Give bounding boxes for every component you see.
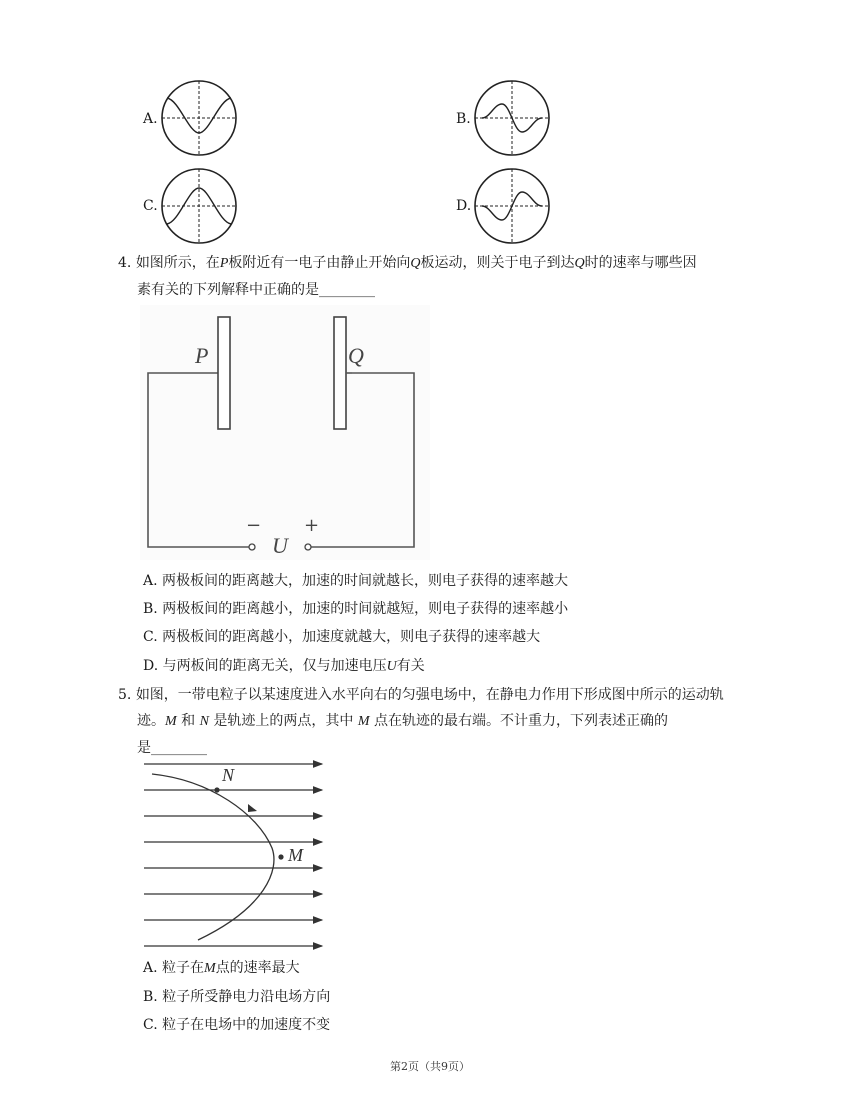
question-5-option-b[interactable]: B. 粒子所受静电力沿电场方向: [143, 989, 331, 1005]
voltage-label: U: [272, 533, 288, 558]
question-4-number: 4.: [118, 255, 132, 271]
question-4-line1: 4. 如图所示，在P板附近有一电子由静止开始向Q板运动，则关于电子到达Q时的速率与哪些因: [118, 255, 697, 271]
plate-q-label: Q: [348, 343, 364, 368]
question-4-option-a[interactable]: A. 两极板间的距离越大，加速的时间就越长，则电子获得的速率越大: [143, 573, 569, 589]
question-5-line1: 5. 如图，一带电粒子以某速度进入水平向右的匀强电场中，在静电力作用下形成图中所示的运动轨: [118, 687, 724, 703]
var-u: U: [386, 659, 397, 674]
scope-c-figure: [159, 166, 239, 246]
question-5-number: 5.: [118, 687, 132, 703]
question-4-stem: [118, 250, 758, 303]
option-c-label: C.: [143, 198, 158, 214]
capacitor-circuit-figure: [140, 305, 430, 560]
var-n: N: [199, 714, 209, 729]
var-m: M: [357, 714, 370, 729]
minus-sign: −: [246, 515, 262, 536]
option-d-label: D.: [456, 198, 472, 214]
scope-a-figure: [159, 78, 239, 158]
question-4-option-c[interactable]: C. 两极板间的距离越小，加速度就越大，则电子获得的速率越大: [143, 629, 541, 645]
page-footer: 第2页（共9页）: [390, 1060, 470, 1073]
var-m: M: [165, 714, 177, 729]
question-5-stem: [118, 682, 760, 761]
scope-b-figure: [472, 78, 552, 158]
var-p: P: [219, 256, 229, 271]
option-a-label: A.: [143, 111, 158, 127]
question-5-line3: 是________: [137, 740, 207, 756]
var-q: Q: [574, 256, 585, 271]
question-5-option-c[interactable]: C. 粒子在电场中的加速度不变: [143, 1017, 331, 1033]
question-4-option-b[interactable]: B. 两极板间的距离越小，加速的时间就越短，则电子获得的速率越小: [143, 601, 569, 617]
var-m: M: [204, 961, 216, 976]
scope-d-figure: [472, 166, 552, 246]
option-b-label: B.: [456, 111, 471, 127]
question-4-line2: 素有关的下列解释中正确的是________: [137, 282, 375, 298]
point-m-label: M: [288, 845, 303, 865]
electric-field-figure: [140, 758, 330, 953]
question-5-line2: 迹。M 和 N 是轨迹上的两点，其中 M 点在轨迹的最右端。不计重力，下列表述正确的: [137, 713, 668, 729]
question-5-option-a[interactable]: A. 粒子在M点的速率最大: [143, 960, 300, 976]
point-n-label: N: [222, 765, 235, 785]
plus-sign: +: [304, 515, 320, 536]
var-q: Q: [410, 256, 421, 271]
plate-p-label: P: [195, 343, 209, 368]
question-4-option-d[interactable]: D. 与两板间的距离无关，仅与加速电压U有关: [143, 658, 425, 674]
